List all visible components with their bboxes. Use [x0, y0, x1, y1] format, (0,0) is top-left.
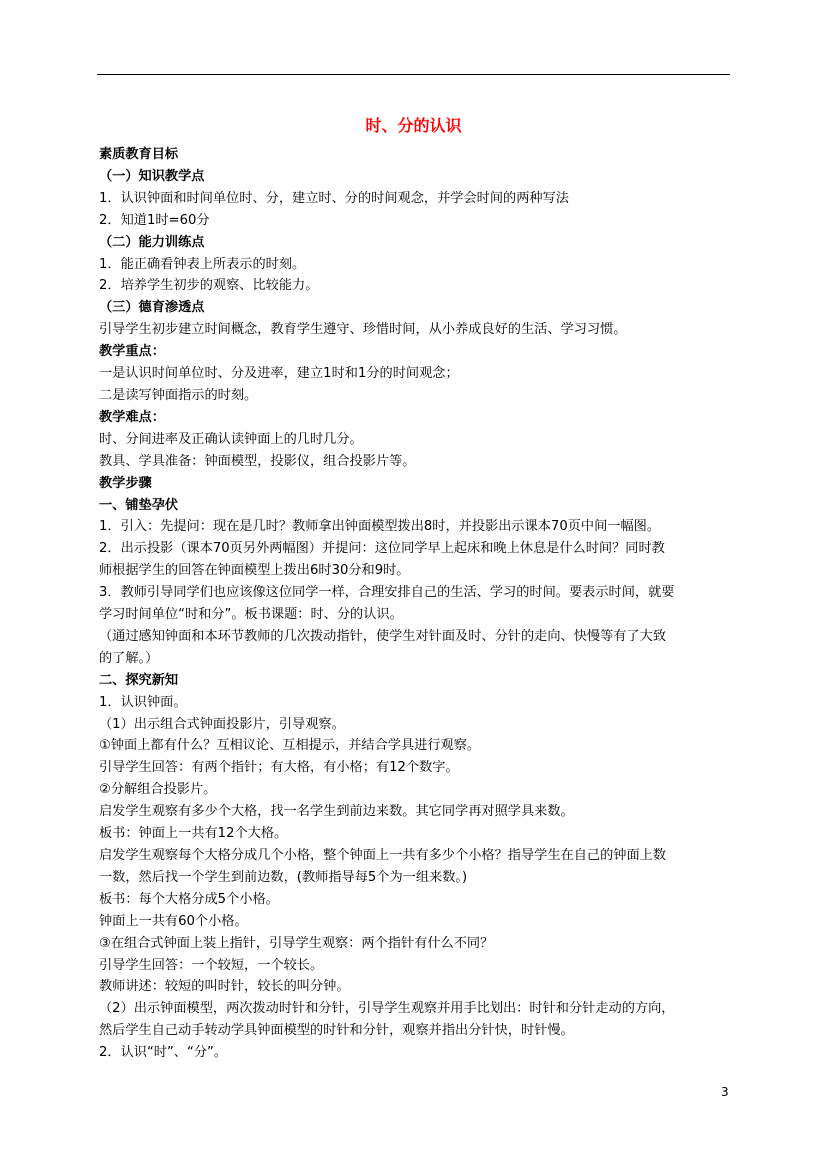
section-heading: 素质教育目标 [99, 147, 179, 162]
section-heading: （二）能力训练点 [99, 234, 205, 250]
body-line: 的了解。） [99, 650, 159, 666]
section-heading: 教学重点： [99, 344, 165, 360]
document-title: 时、分的认识 [365, 116, 462, 135]
body-line: 1．能正确看钟表上所表示的时刻。 [99, 256, 306, 272]
body-line: ①钟面上都有什么？互相议论、互相提示，并结合学具进行观察。 [99, 738, 481, 754]
body-line: （1）出示组合式钟面投影片，引导观察。 [99, 716, 345, 732]
body-line: 2．培养学生初步的观察、比较能力。 [99, 278, 319, 294]
body-line: 2．出示投影（课本70页另外两幅图）并提问：这位同学早上起床和晚上休息是什么时间？同时教 [99, 541, 665, 557]
body-line: 二是读写钟面指示的时刻。 [99, 387, 258, 403]
body-line: 引导学生初步建立时间概念，教育学生遵守、珍惜时间，从小养成良好的生活、学习习惯。 [99, 322, 627, 338]
body-line: （2）出示钟面模型，两次拨动时针和分针，引导学生观察并用手比划出：时针和分针走动的方向， [99, 1001, 675, 1017]
body-line: 板书：每个大格分成5个小格。 [99, 891, 279, 907]
body-line: 钟面上一共有60个小格。 [99, 913, 248, 929]
body-line: 1．引入：先提问：现在是几时？教师拿出钟面模型拨出8时，并投影出示课本70页中间一幅图。 [99, 519, 661, 535]
body-line: （通过感知钟面和本环节教师的几次拨动指针，使学生对针面及时、分针的走向、快慢等有了大致 [99, 628, 667, 644]
section-heading: 教学步骤 [99, 475, 152, 491]
body-line: 3．教师引导同学们也应该像这位同学一样，合理安排自己的生活、学习的时间。要表示时间，就要 [99, 585, 675, 601]
body-line: 1．认识钟面和时间单位时、分，建立时、分的时间观念，并学会时间的两种写法 [99, 190, 569, 206]
body-line: 一数，然后找一个学生到前边数，(教师指导每5个为一组来数。) [99, 869, 468, 885]
section-heading: 教学难点： [99, 409, 165, 425]
body-line: 启发学生观察每个大格分成几个小格，整个钟面上一共有多少个小格？指导学生在自己的钟面上数 [99, 848, 667, 863]
body-line: 板书：钟面上一共有12个大格。 [99, 826, 288, 842]
body-line: ②分解组合投影片。 [99, 782, 217, 798]
body-line: 引导学生回答：有两个指针；有大格，有小格；有12个数字。 [99, 760, 459, 776]
body-line: 2．知道1时=60分 [99, 212, 210, 228]
body-line: 启发学生观察有多少个大格，找一名学生到前边来数。其它同学再对照学具来数。 [99, 804, 574, 820]
body-line: 时、分间进率及正确认读钟面上的几时几分。 [99, 431, 363, 447]
section-heading: 一、铺垫孕伏 [99, 497, 179, 513]
body-line: 师根据学生的回答在钟面模型上拨出6时30分和9时。 [99, 563, 410, 579]
body-line: 2．认识“时”、“分”。 [99, 1045, 228, 1061]
section-heading: （一）知识教学点 [99, 168, 205, 184]
body-line: 教具、学具准备：钟面模型，投影仪，组合投影片等。 [99, 453, 416, 469]
section-heading: （三）德育渗透点 [99, 300, 205, 316]
body-line: 教师讲述：较短的叫时针，较长的叫分钟。 [99, 979, 350, 995]
body-line: 引导学生回答：一个较短，一个较长。 [99, 957, 324, 973]
body-line: 然后学生自己动手转动学具钟面模型的时针和分针，观察并指出分针快，时针慢。 [99, 1023, 574, 1039]
page-number: 3 [721, 1085, 729, 1099]
section-heading: 二、探究新知 [99, 672, 179, 688]
body-line: 一是认识时间单位时、分及进率，建立1时和1分的时间观念； [99, 366, 459, 382]
body-line: ③在组合式钟面上装上指针，引导学生观察：两个指针有什么不同？ [99, 935, 494, 951]
body-line: 学习时间单位“时和分”。板书课题：时、分的认识。 [99, 607, 403, 623]
body-line: 1．认识钟面。 [99, 694, 187, 710]
header-rule [97, 74, 730, 75]
document-body [99, 144, 729, 1064]
